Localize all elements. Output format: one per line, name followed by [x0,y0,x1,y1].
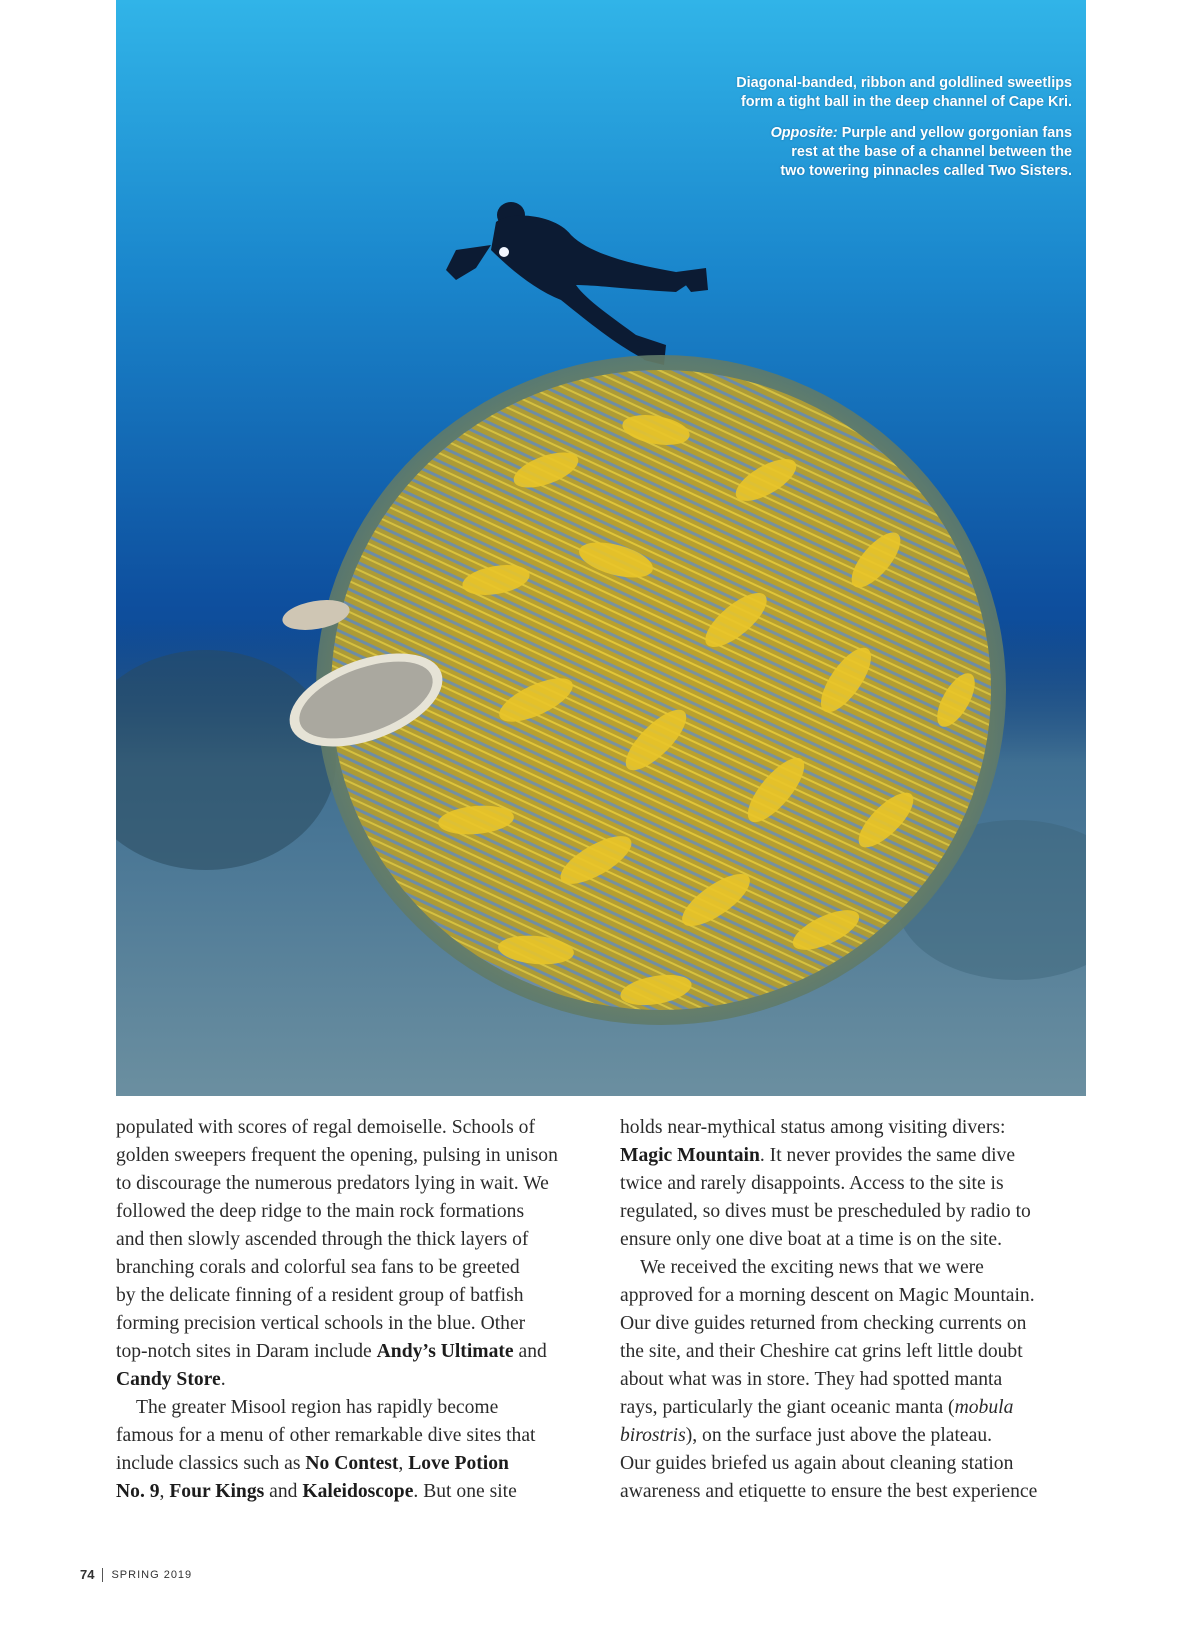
site-name-magic-mountain: Magic Mountain [620,1145,760,1166]
text-line: approved for a morning descent on Magic Mountain. [620,1285,1035,1306]
text-run: , [398,1453,409,1474]
text-line: populated with scores of regal demoiselle. Schools of [116,1117,535,1138]
text-line: ensure only one dive boat at a time is on the site. [620,1229,1002,1250]
text-line: regulated, so dives must be prescheduled by radio to [620,1201,1031,1222]
text-run: ), on the surface just above the plateau. [685,1425,993,1446]
site-name-no-contest: No Contest [305,1453,399,1474]
page-footer [80,1567,192,1582]
text-line: the site, and their Cheshire cat grins left little doubt [620,1341,1023,1362]
text-line [116,1478,596,1506]
text-line [116,1366,596,1394]
text-run: , [159,1481,170,1502]
text-line: Our dive guides returned from checking currents on [620,1313,1027,1334]
text-line: forming precision vertical schools in the blue. Other [116,1313,526,1334]
text-line: branching corals and colorful sea fans to be greeted [116,1257,520,1278]
text-line: awareness and etiquette to ensure the best experience [620,1481,1038,1502]
footer-divider [102,1568,103,1582]
text-line [116,1450,596,1478]
text-run: rays, particularly the giant oceanic manta ( [620,1397,955,1418]
text-run: . [220,1369,226,1390]
species-name: birostris [620,1425,686,1446]
site-name-four-kings: Four Kings [169,1481,265,1502]
site-name-andys-ultimate: Andy’s Ultimate [376,1341,514,1362]
text-line: famous for a menu of other remarkable dive sites that [116,1425,536,1446]
text-line: and then slowly ascended through the thick layers of [116,1229,529,1250]
issue-label: SPRING 2019 [111,1568,193,1581]
text-run: . But one site [413,1481,517,1502]
site-name-no-9: No. 9 [116,1481,160,1502]
hero-photo [116,0,1086,1096]
text-line [620,1422,1090,1450]
text-line [620,1142,1090,1170]
caption-line: rest at the base of a channel between the [791,144,1072,160]
text-line: twice and rarely disappoints. Access to the site is [620,1173,1004,1194]
text-run: top-notch sites in Daram include [116,1341,377,1362]
page-number: 74 [80,1567,95,1582]
text-line: holds near-mythical status among visiting divers: [620,1117,1006,1138]
text-line: The greater Misool region has rapidly become [136,1397,499,1418]
site-name-kaleidoscope: Kaleidoscope [302,1481,414,1502]
body-column-right [620,1114,1090,1506]
caption-line: two towering pinnacles called Two Sisters. [780,163,1072,179]
site-name-candy-store: Candy Store [116,1369,221,1390]
caption-line: Diagonal-banded, ribbon and goldlined sweetlips [736,75,1072,91]
body-column-left [116,1114,596,1506]
text-line [620,1394,1090,1422]
text-line: Our guides briefed us again about cleaning station [620,1453,1014,1474]
photo-caption [652,74,1072,193]
text-line: We received the exciting news that we were [640,1257,984,1278]
site-name-love-potion: Love Potion [408,1453,509,1474]
caption-line: Purple and yellow gorgonian fans [837,125,1072,141]
text-run: include classics such as [116,1453,306,1474]
text-line: about what was in store. They had spotted manta [620,1369,1003,1390]
caption-line: form a tight ball in the deep channel of Cape Kri. [740,94,1072,110]
text-line: to discourage the numerous predators lying in wait. We [116,1173,549,1194]
species-name: mobula [954,1397,1014,1418]
text-line: golden sweepers frequent the opening, pulsing in unison [116,1145,558,1166]
text-run: and [264,1481,303,1502]
text-line: by the delicate finning of a resident group of batfish [116,1285,524,1306]
caption-lead: Opposite: [770,125,838,141]
text-line: followed the deep ridge to the main rock formations [116,1201,525,1222]
text-run: and [513,1341,547,1362]
text-run: . It never provides the same dive [759,1145,1016,1166]
text-line [116,1338,596,1366]
